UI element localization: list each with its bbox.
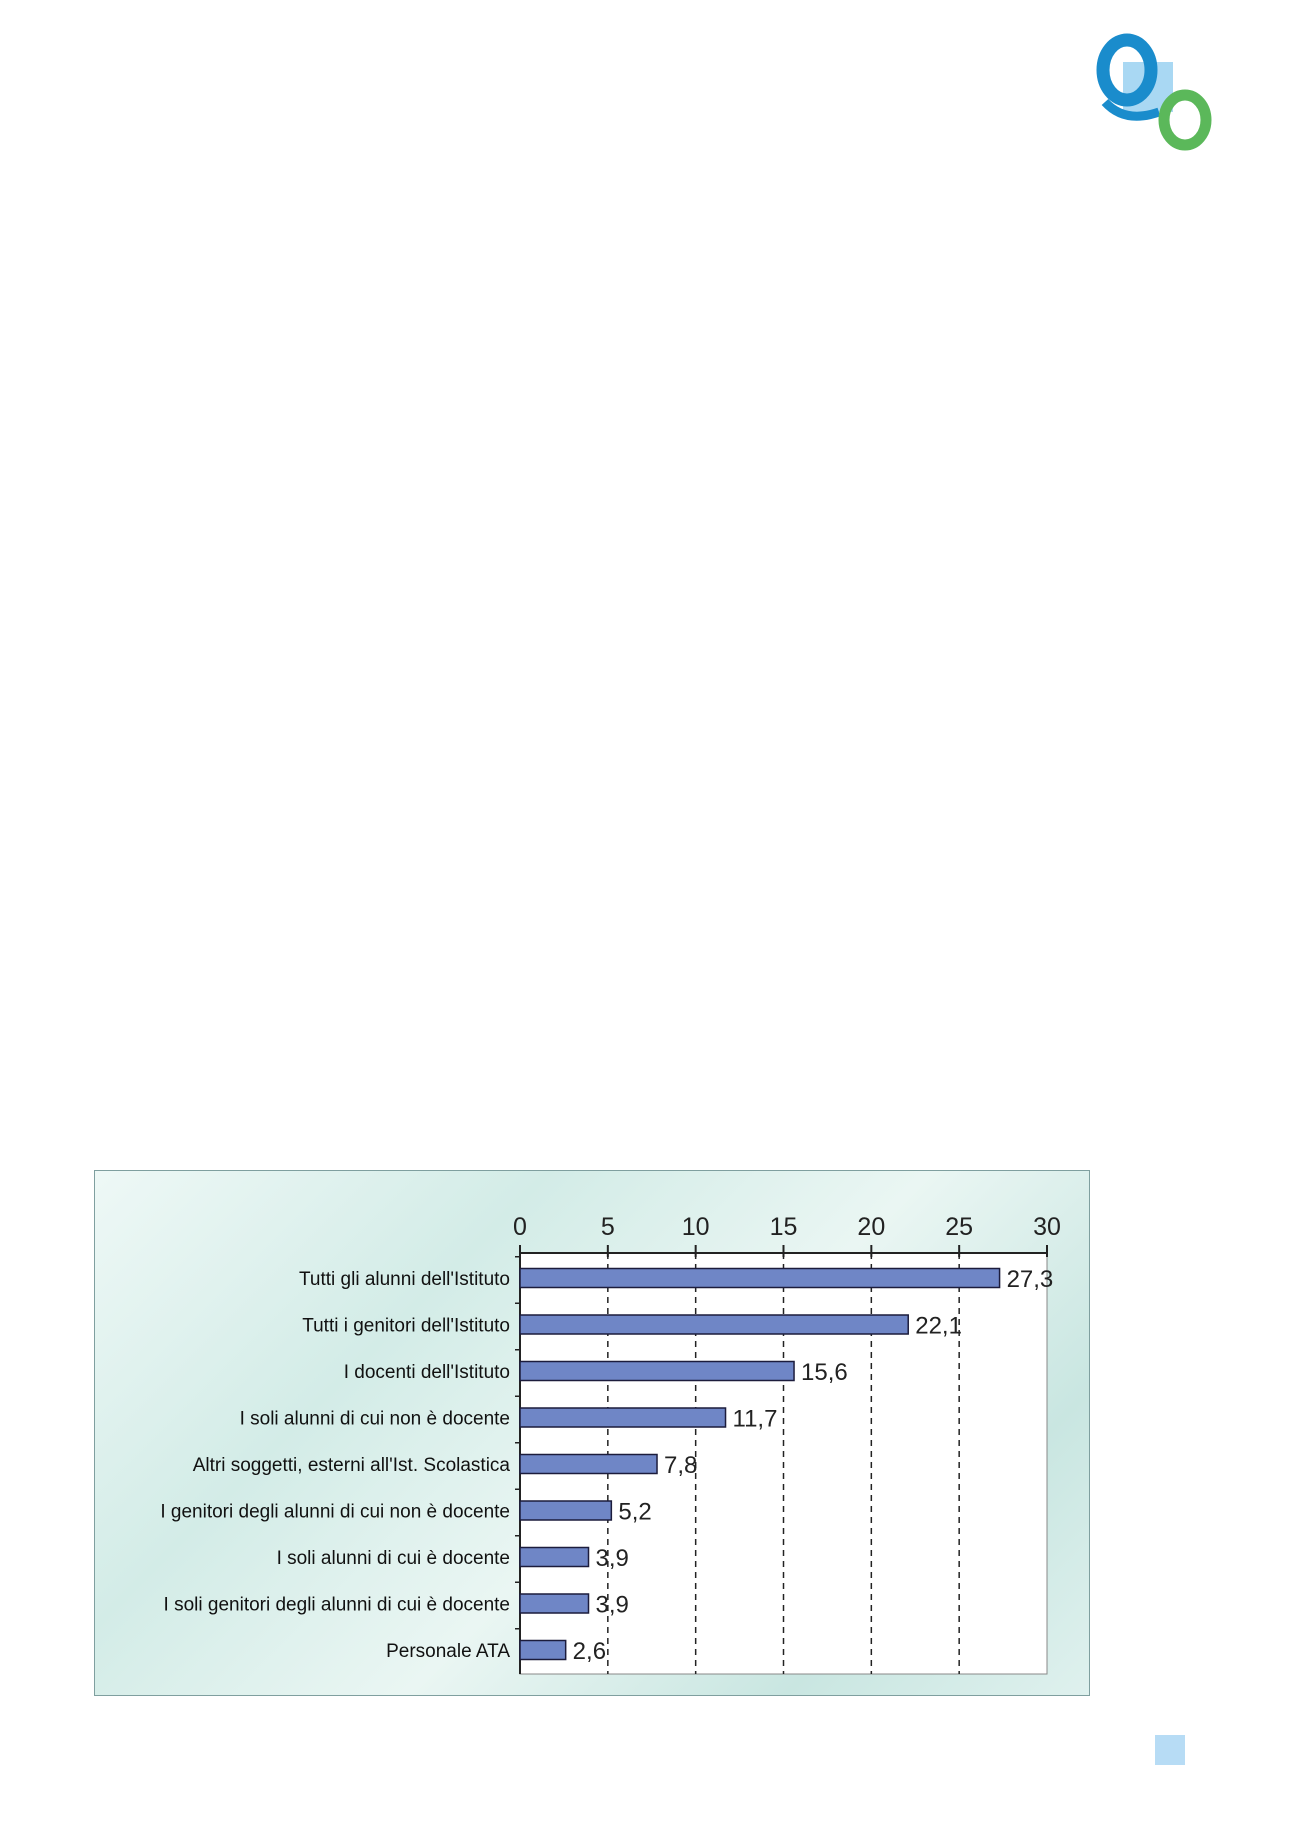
bar (520, 1408, 726, 1427)
x-tick-label: 0 (513, 1213, 527, 1241)
bar-chart-panel (94, 1170, 1090, 1696)
value-label: 27,3 (1006, 1266, 1054, 1293)
x-tick-label: 30 (1033, 1213, 1061, 1241)
bar (520, 1362, 794, 1381)
x-tick-label: 15 (769, 1213, 798, 1241)
x-tick-label: 10 (681, 1213, 710, 1241)
category-label: I docenti dell'Istituto (343, 1362, 510, 1383)
category-label: I soli alunni di cui non è docente (239, 1408, 510, 1430)
logo-o-ring (1164, 95, 1206, 145)
bar (520, 1269, 1000, 1288)
category-label: Tutti gli alunni dell'Istituto (299, 1269, 510, 1290)
x-tick-label: 5 (600, 1213, 615, 1241)
category-label: I soli genitori degli alunni di cui è docente (163, 1594, 510, 1616)
qo-logo-graphic (1085, 32, 1225, 154)
bar (520, 1501, 611, 1520)
category-label: I genitori degli alunni di cui non è docente (160, 1501, 510, 1523)
value-label: 3,9 (595, 1591, 629, 1619)
category-label: Altri soggetti, esterni all'Ist. Scolastica (192, 1455, 510, 1476)
bar (520, 1594, 589, 1613)
value-label: 15,6 (801, 1359, 848, 1386)
x-tick-label: 20 (857, 1213, 886, 1241)
bar (520, 1315, 908, 1334)
page-marker (1155, 1735, 1185, 1765)
bar (520, 1641, 566, 1660)
category-label: I soli alunni di cui è docente (276, 1548, 510, 1569)
value-label: 2,6 (572, 1638, 607, 1665)
bar (520, 1548, 589, 1567)
value-label: 11,7 (732, 1405, 778, 1433)
bar-chart (95, 1171, 1091, 1697)
x-tick-label: 25 (945, 1213, 974, 1241)
value-label: 3,9 (595, 1545, 629, 1572)
value-label: 7,8 (664, 1452, 698, 1479)
category-label: Tutti i genitori dell'Istituto (302, 1315, 510, 1337)
qo-logo (1085, 32, 1225, 154)
value-label: 22,1 (915, 1312, 962, 1340)
category-label: Personale ATA (386, 1641, 510, 1662)
value-label: 5,2 (618, 1498, 652, 1526)
bar (520, 1455, 657, 1474)
